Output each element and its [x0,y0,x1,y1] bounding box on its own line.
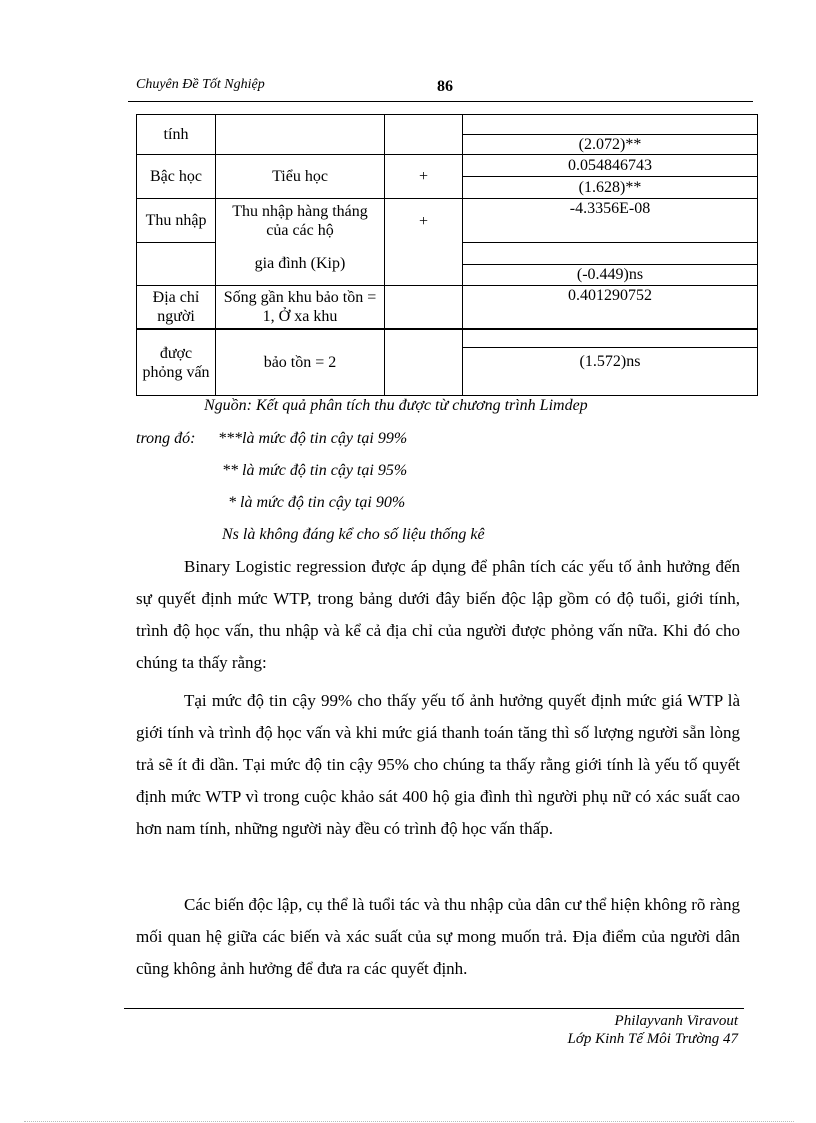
paragraph-text: Tại mức độ tin cậy 99% cho thấy yếu tố ảnh hưởng quyết định mức giá WTP là giới tính và trình độ học vấn và khi mức giá thanh toán tăng thì số lượng người sẵn lòng trả sẽ ít đi dần. Tại mức độ tin cậy 95% cho chúng ta thấy rằng giới tính là yếu tố quyết định mức WTP vì trong cuộc khảo sát 400 hộ gia đình thì người phụ nữ có xác suất cao hơn nam tính, những người này đều có trình độ học vấn thấp. [136,691,740,838]
table-row [137,155,758,177]
table-row [137,329,758,347]
cell-coefficient: 0.401290752 [463,285,758,329]
cell-variable: Địa chỉ người [137,285,216,329]
cell-description: gia đình (Kip) [216,243,385,285]
paragraph-text: Binary Logistic regression được áp dụng để phân tích các yếu tố ảnh hưởng đến sự quyết định mức WTP, trong bảng dưới đây biến độc lập gồm có độ tuổi, giới tính, trình độ học vấn, thu nhập và kể cả địa chỉ của người được phỏng vấn nữa. Khi đó cho chúng ta thấy rằng: [136,557,740,672]
paragraph [136,685,740,845]
cell-z-stat: (-0.449)ns [463,264,758,285]
page-edge-dots [24,1121,794,1122]
cell-coefficient [463,243,758,264]
cell-z-stat: (1.628)** [463,177,758,199]
table-row [137,199,758,243]
cell-z-stat: (1.572)ns [463,347,758,395]
cell-description [216,115,385,155]
paragraph [136,889,740,985]
note-90: * là mức độ tin cậy tại 90% [228,494,406,511]
cell-variable: Bậc học [137,155,216,199]
cell-description: bảo tồn = 2 [216,329,385,395]
cell-variable [137,243,216,285]
cell-sign: + [385,155,463,199]
paragraph [136,551,740,679]
header-rule [128,101,753,102]
cell-sign [385,329,463,395]
table-row [137,285,758,329]
cell-variable: được phỏng vấn [137,329,216,395]
cell-variable: tính [137,115,216,155]
table-source: Nguồn: Kết quả phân tích thu được từ chương trình Limdep [204,397,588,414]
paragraph-text: Các biến độc lập, cụ thể là tuổi tác và thu nhập của dân cư thể hiện không rõ ràng mối quan hệ giữa các biến và xác suất của sự mong muốn trả. Địa điểm của người dân cũng không ảnh hưởng để đưa ra các quyết định. [136,895,740,978]
cell-z-stat: (2.072)** [463,135,758,155]
note-95: ** là mức độ tin cậy tại 95% [222,462,408,479]
footer-rule [124,1008,744,1009]
notes-lead: trong đó: [136,430,196,447]
cell-sign [385,285,463,329]
cell-description: Tiểu học [216,155,385,199]
cell-coefficient: -4.3356E-08 [463,199,758,243]
footer-author: Philayvanh Viravout [614,1013,738,1029]
header-title: Chuyên Đề Tốt Nghiệp [136,77,265,92]
cell-variable: Thu nhập [137,199,216,243]
regression-table [136,114,758,396]
cell-coefficient: 0.054846743 [463,155,758,177]
page-number: 86 [437,78,453,95]
note-ns: Ns là không đáng kể cho số liệu thống kê [222,526,485,543]
note-99: ***là mức độ tin cậy tại 99% [218,430,408,447]
cell-description: Thu nhập hàng tháng của các hộ [216,199,385,243]
cell-sign: + [385,199,463,243]
cell-sign [385,115,463,155]
cell-sign [385,243,463,285]
cell-coefficient [463,329,758,347]
footer-class: Lớp Kinh Tế Môi Trường 47 [567,1031,738,1047]
table-row [137,115,758,135]
cell-description: Sống gần khu bảo tồn = 1, Ở xa khu [216,285,385,329]
table-row [137,243,758,264]
cell-coefficient [463,115,758,135]
